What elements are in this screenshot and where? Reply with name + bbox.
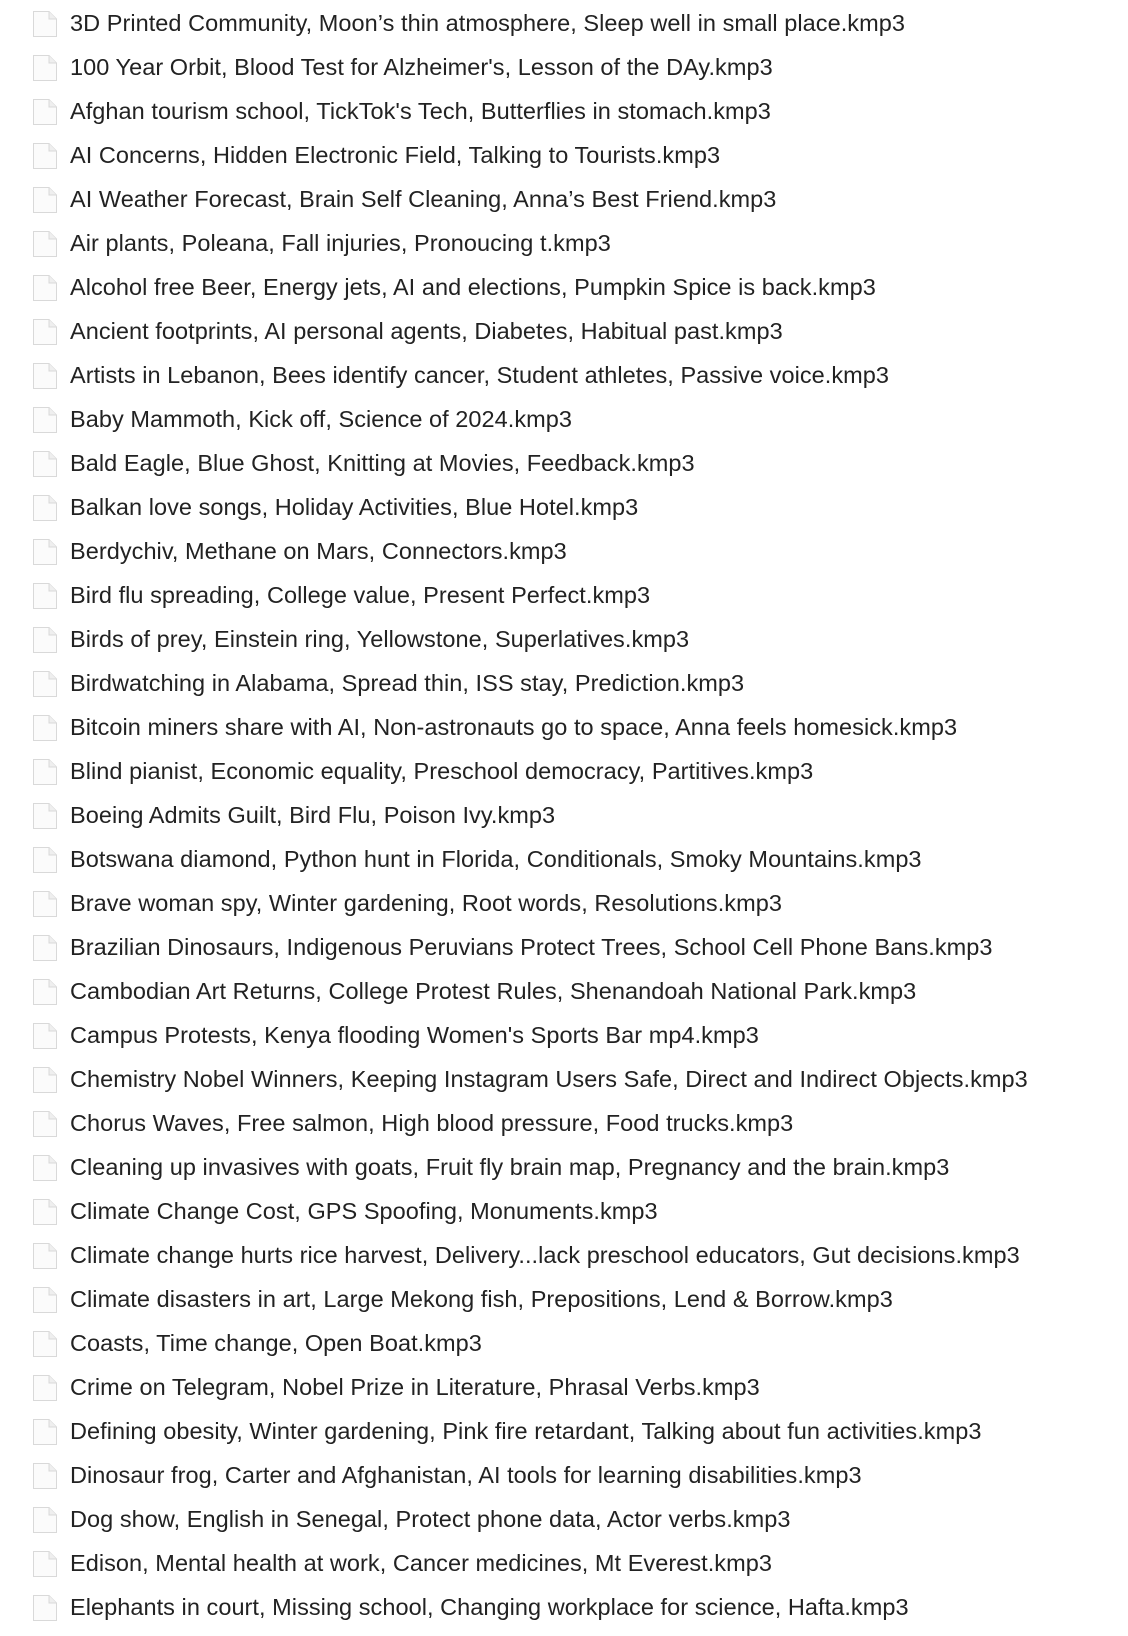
file-row[interactable] [0,1013,1128,1057]
file-row[interactable] [0,1541,1128,1585]
file-row[interactable] [0,1233,1128,1277]
file-name: Ancient footprints, AI personal agents, Diabetes, Habitual past.kmp3 [70,318,783,344]
file-name: Bird flu spreading, College value, Present Perfect.kmp3 [70,582,651,608]
document-icon [32,450,58,478]
file-row[interactable] [0,353,1128,397]
file-name: Birds of prey, Einstein ring, Yellowstone, Superlatives.kmp3 [70,626,690,652]
file-row[interactable] [0,749,1128,793]
file-name: Edison, Mental health at work, Cancer medicines, Mt Everest.kmp3 [70,1550,772,1576]
file-row[interactable] [0,177,1128,221]
document-icon [32,406,58,434]
document-icon [32,1198,58,1226]
file-row[interactable] [0,1365,1128,1409]
file-name: Cambodian Art Returns, College Protest Rules, Shenandoah National Park.kmp3 [70,978,917,1004]
file-name: Boeing Admits Guilt, Bird Flu, Poison Ivy.kmp3 [70,802,556,828]
document-icon [32,978,58,1006]
file-name: Dog show, English in Senegal, Protect phone data, Actor verbs.kmp3 [70,1506,791,1532]
file-name: 100 Year Orbit, Blood Test for Alzheimer's, Lesson of the DAy.kmp3 [70,54,773,80]
file-row[interactable] [0,309,1128,353]
file-name: Balkan love songs, Holiday Activities, Blue Hotel.kmp3 [70,494,639,520]
file-name: Brave woman spy, Winter gardening, Root words, Resolutions.kmp3 [70,890,782,916]
file-row[interactable] [0,1409,1128,1453]
file-row[interactable] [0,1101,1128,1145]
document-icon [32,494,58,522]
document-icon [32,1550,58,1578]
document-icon [32,626,58,654]
file-name: Climate change hurts rice harvest, Delivery...lack preschool educators, Gut decisions.kmp3 [70,1242,1020,1268]
document-icon [32,362,58,390]
file-row[interactable] [0,881,1128,925]
file-row[interactable] [0,1321,1128,1365]
file-name: AI Weather Forecast, Brain Self Cleaning, Anna’s Best Friend.kmp3 [70,186,777,212]
file-name: Climate disasters in art, Large Mekong fish, Prepositions, Lend & Borrow.kmp3 [70,1286,893,1312]
document-icon [32,802,58,830]
document-icon [32,846,58,874]
document-icon [32,890,58,918]
document-icon [32,54,58,82]
document-icon [32,582,58,610]
file-row[interactable] [0,1057,1128,1101]
file-name: Brazilian Dinosaurs, Indigenous Peruvians Protect Trees, School Cell Phone Bans.kmp3 [70,934,993,960]
file-name: Climate Change Cost, GPS Spoofing, Monuments.kmp3 [70,1198,658,1224]
document-icon [32,98,58,126]
file-row[interactable] [0,1277,1128,1321]
file-row[interactable] [0,617,1128,661]
file-name: Afghan tourism school, TickTok's Tech, Butterflies in stomach.kmp3 [70,98,771,124]
file-row[interactable] [0,661,1128,705]
file-name: Cleaning up invasives with goats, Fruit fly brain map, Pregnancy and the brain.kmp3 [70,1154,950,1180]
file-row[interactable] [0,793,1128,837]
file-name: Dinosaur frog, Carter and Afghanistan, AI tools for learning disabilities.kmp3 [70,1462,862,1488]
file-name: Berdychiv, Methane on Mars, Connectors.kmp3 [70,538,567,564]
file-name: Bald Eagle, Blue Ghost, Knitting at Movies, Feedback.kmp3 [70,450,695,476]
document-icon [32,1066,58,1094]
file-row[interactable] [0,45,1128,89]
document-icon [32,934,58,962]
file-row[interactable] [0,265,1128,309]
document-icon [32,318,58,346]
file-name: Chorus Waves, Free salmon, High blood pressure, Food trucks.kmp3 [70,1110,794,1136]
file-row[interactable] [0,133,1128,177]
file-name: Botswana diamond, Python hunt in Florida, Conditionals, Smoky Mountains.kmp3 [70,846,922,872]
document-icon [32,1418,58,1446]
document-icon [32,670,58,698]
file-row[interactable] [0,529,1128,573]
file-row[interactable] [0,705,1128,749]
document-icon [32,1022,58,1050]
document-icon [32,1286,58,1314]
document-icon [32,1110,58,1138]
file-name: Defining obesity, Winter gardening, Pink fire retardant, Talking about fun activities.kmp3 [70,1418,982,1444]
file-name: Alcohol free Beer, Energy jets, AI and elections, Pumpkin Spice is back.kmp3 [70,274,876,300]
file-name: Campus Protests, Kenya flooding Women's Sports Bar mp4.kmp3 [70,1022,759,1048]
document-icon [32,1154,58,1182]
file-row[interactable] [0,485,1128,529]
file-name: Elephants in court, Missing school, Changing workplace for science, Hafta.kmp3 [70,1594,909,1620]
file-row[interactable] [0,1145,1128,1189]
document-icon [32,1374,58,1402]
file-name: Coasts, Time change, Open Boat.kmp3 [70,1330,482,1356]
document-icon [32,758,58,786]
document-icon [32,186,58,214]
file-name: Bitcoin miners share with AI, Non-astronauts go to space, Anna feels homesick.kmp3 [70,714,958,740]
file-row[interactable] [0,397,1128,441]
file-row[interactable] [0,1453,1128,1497]
file-name: Baby Mammoth, Kick off, Science of 2024.kmp3 [70,406,573,432]
file-row[interactable] [0,969,1128,1013]
file-name: AI Concerns, Hidden Electronic Field, Talking to Tourists.kmp3 [70,142,721,168]
document-icon [32,230,58,258]
file-row[interactable] [0,925,1128,969]
file-name: Artists in Lebanon, Bees identify cancer, Student athletes, Passive voice.kmp3 [70,362,890,388]
document-icon [32,1594,58,1622]
file-name: Crime on Telegram, Nobel Prize in Literature, Phrasal Verbs.kmp3 [70,1374,760,1400]
file-row[interactable] [0,441,1128,485]
file-row[interactable] [0,1585,1128,1629]
document-icon [32,1242,58,1270]
document-icon [32,714,58,742]
file-row[interactable] [0,1189,1128,1233]
file-name: 3D Printed Community, Moon’s thin atmosphere, Sleep well in small place.kmp3 [70,10,905,36]
document-icon [32,1330,58,1358]
file-name: Birdwatching in Alabama, Spread thin, ISS stay, Prediction.kmp3 [70,670,745,696]
document-icon [32,10,58,38]
file-row[interactable] [0,1497,1128,1541]
file-row[interactable] [0,573,1128,617]
document-icon [32,1462,58,1490]
file-row[interactable] [0,221,1128,265]
file-row[interactable] [0,89,1128,133]
file-name: Blind pianist, Economic equality, Preschool democracy, Partitives.kmp3 [70,758,814,784]
document-icon [32,142,58,170]
file-name: Air plants, Poleana, Fall injuries, Pronoucing t.kmp3 [70,230,611,256]
file-name: Chemistry Nobel Winners, Keeping Instagram Users Safe, Direct and Indirect Objects.kmp3 [70,1066,1028,1092]
file-row[interactable] [0,1,1128,45]
document-icon [32,538,58,566]
file-row[interactable] [0,837,1128,881]
document-icon [32,274,58,302]
document-icon [32,1506,58,1534]
